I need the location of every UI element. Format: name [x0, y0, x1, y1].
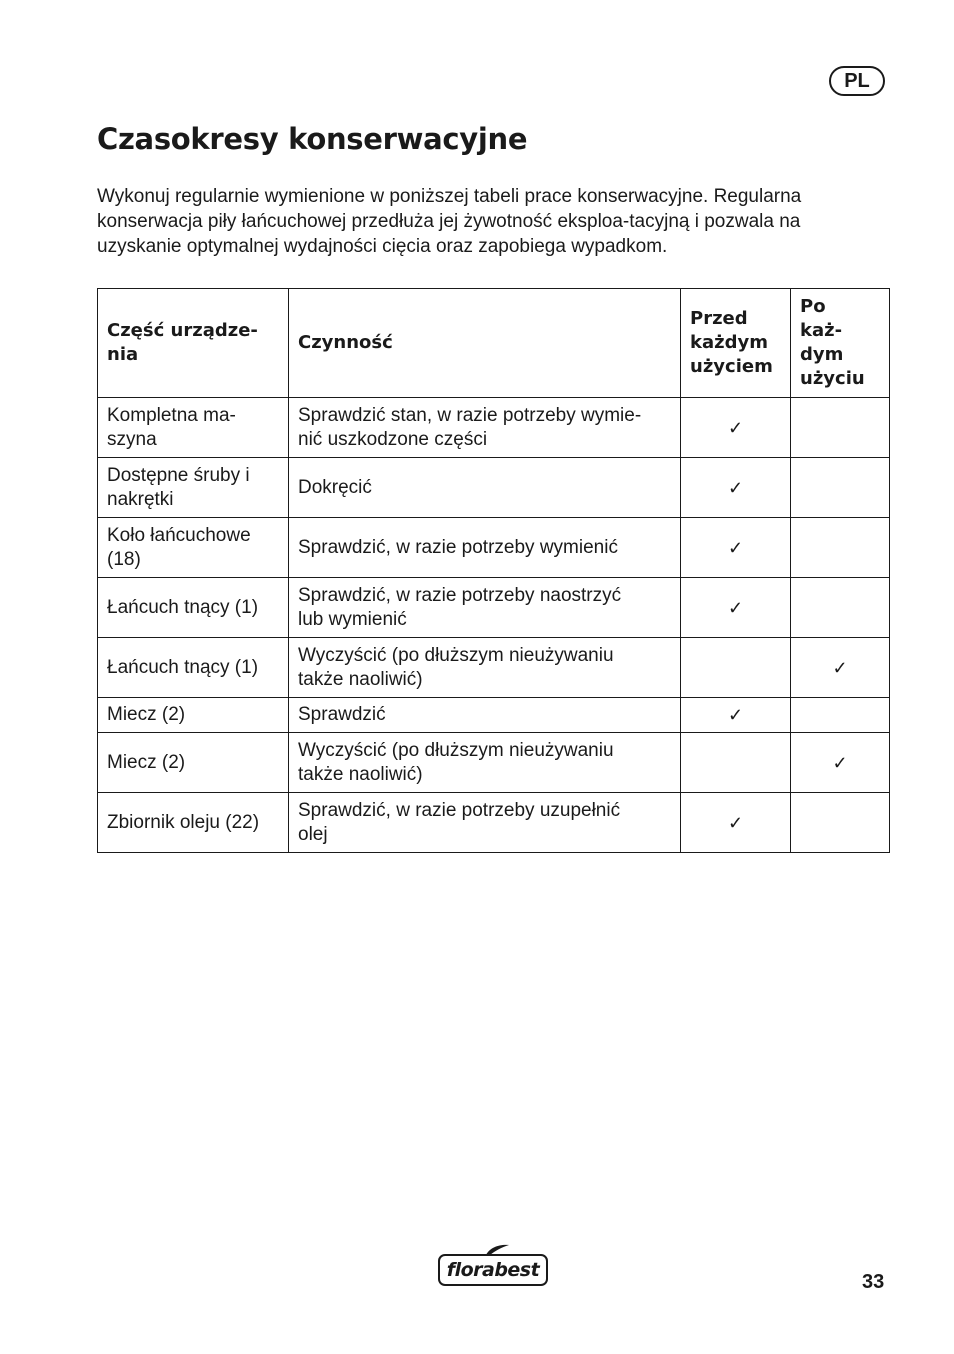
cell-action: Sprawdzić, w razie potrzeby wymienić — [289, 518, 681, 578]
table-row — [98, 698, 890, 733]
check-before: ✓ — [681, 518, 791, 578]
check-after: ✓ — [791, 638, 890, 698]
check-before: ✓ — [681, 458, 791, 518]
check-after — [791, 458, 890, 518]
header-part: Część urządze- nia — [98, 289, 289, 398]
check-after — [791, 578, 890, 638]
cell-action: Sprawdzić stan, w razie potrzeby wymie- nić uszkodzone części — [289, 398, 681, 458]
cell-part: Koło łańcuchowe (18) — [98, 518, 289, 578]
cell-action: Wyczyścić (po dłuższym nieużywaniu także naoliwić) — [289, 638, 681, 698]
cell-part: Zbiornik oleju (22) — [98, 793, 289, 853]
table-row — [98, 458, 890, 518]
page-title: Czasokresy konserwacyjne — [97, 122, 528, 156]
cell-part: Miecz (2) — [98, 733, 289, 793]
maintenance-table — [97, 288, 890, 853]
cell-part: Kompletna ma- szyna — [98, 398, 289, 458]
check-before: ✓ — [681, 698, 791, 733]
check-before: ✓ — [681, 398, 791, 458]
header-action: Czynność — [289, 289, 681, 398]
brand-logo-text: florabest — [438, 1254, 548, 1286]
cell-action: Sprawdzić, w razie potrzeby uzupełnić olej — [289, 793, 681, 853]
table-row — [98, 518, 890, 578]
cell-action: Sprawdzić, w razie potrzeby naostrzyć lub wymienić — [289, 578, 681, 638]
check-after — [791, 398, 890, 458]
cell-action: Dokręcić — [289, 458, 681, 518]
page-number: 33 — [862, 1271, 885, 1293]
table-row — [98, 793, 890, 853]
table-row — [98, 398, 890, 458]
check-before — [681, 733, 791, 793]
cell-part: Łańcuch tnący (1) — [98, 578, 289, 638]
cell-part: Łańcuch tnący (1) — [98, 638, 289, 698]
cell-part: Miecz (2) — [98, 698, 289, 733]
cell-part: Dostępne śruby i nakrętki — [98, 458, 289, 518]
check-before — [681, 638, 791, 698]
table-header-row — [98, 289, 890, 398]
check-after — [791, 698, 890, 733]
language-badge: PL — [829, 66, 885, 96]
check-after — [791, 793, 890, 853]
table-row — [98, 578, 890, 638]
cell-action: Wyczyścić (po dłuższym nieużywaniu także naoliwić) — [289, 733, 681, 793]
header-after-each-use: Po każ- dym użyciu — [791, 289, 890, 398]
table-row — [98, 733, 890, 793]
brand-logo — [438, 1246, 550, 1288]
check-before: ✓ — [681, 578, 791, 638]
check-after: ✓ — [791, 733, 890, 793]
check-before: ✓ — [681, 793, 791, 853]
header-before-each-use: Przed każdym użyciem — [681, 289, 791, 398]
cell-action: Sprawdzić — [289, 698, 681, 733]
check-after — [791, 518, 890, 578]
table-row — [98, 638, 890, 698]
intro-paragraph: Wykonuj regularnie wymienione w poniższej tabeli prace konserwacyjne. Regularna konserwacja piły łańcuchowej przedłuża jej żywotność eksploa-tacyjną i pozwala na uzyskanie optymalnej wydajności cięcia oraz zapobiega wypadkom. — [97, 186, 802, 257]
